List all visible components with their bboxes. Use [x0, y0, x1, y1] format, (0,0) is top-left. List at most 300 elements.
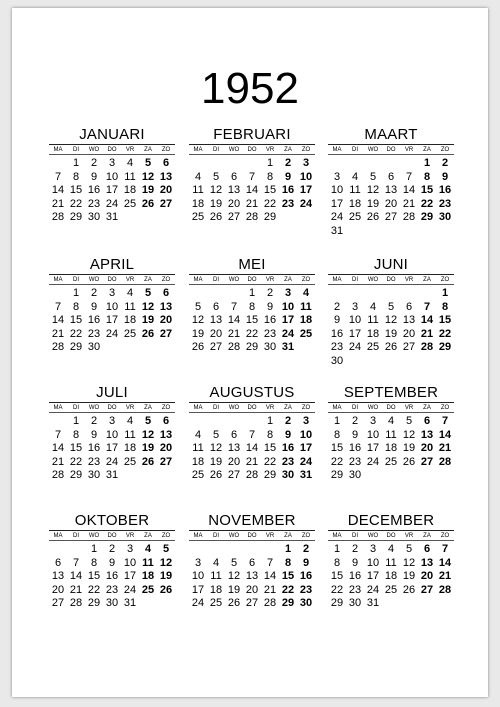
week-row [49, 584, 175, 598]
day-cell: 21 [438, 442, 452, 454]
day-cell [207, 543, 225, 557]
day-cell: 2 [90, 287, 98, 299]
day-cell: 26 [402, 583, 416, 596]
day-cell: 3 [369, 543, 377, 555]
day-cell: 3 [108, 287, 116, 299]
day-cell: 8 [266, 170, 274, 183]
day-cell: 15 [330, 570, 344, 582]
month-name: JANUARI [49, 126, 175, 145]
day-cell: 27 [402, 341, 416, 353]
day-cell: 15 [87, 570, 101, 582]
weekday-header [189, 404, 315, 412]
weekday-label: ZA [284, 533, 292, 539]
day-cell: 19 [209, 197, 223, 210]
weekday-label: WO [228, 147, 240, 153]
weekday-label: MA [53, 147, 63, 153]
week-row [49, 287, 175, 301]
day-cell: 29 [420, 211, 434, 223]
day-cell: 4 [194, 170, 202, 183]
day-cell: 19 [227, 583, 241, 596]
day-cell: 10 [281, 300, 295, 313]
day-cell: 11 [124, 170, 136, 183]
day-cell: 29 [69, 469, 83, 481]
weekday-label: ZO [440, 277, 450, 283]
day-cell: 15 [263, 184, 277, 196]
week-row [49, 570, 175, 584]
month-name: APRIL [49, 256, 175, 275]
day-cell: 6 [162, 287, 170, 299]
day-cell: 9 [333, 314, 341, 326]
day-cell: 11 [367, 314, 379, 326]
day-cell: 23 [87, 197, 101, 210]
day-cell: 1 [423, 157, 431, 169]
day-cell: 7 [248, 170, 256, 183]
week-row [49, 157, 175, 171]
day-cell: 18 [299, 314, 313, 326]
day-cell: 19 [209, 455, 223, 468]
day-cell: 24 [191, 597, 205, 609]
weekday-label: DO [107, 405, 117, 411]
day-cell: 14 [51, 314, 65, 326]
day-cell: 25 [123, 197, 137, 210]
day-cell: 8 [72, 170, 80, 183]
day-cell: 17 [366, 570, 380, 582]
weekday-label: DI [213, 533, 219, 539]
day-cell [207, 287, 225, 301]
day-cell: 7 [230, 300, 238, 313]
day-cell: 16 [348, 442, 362, 454]
day-cell: 25 [191, 469, 205, 481]
weekday-label: ZA [423, 533, 431, 539]
week-row [49, 184, 175, 198]
week-row [328, 211, 454, 225]
week-row [49, 429, 175, 443]
day-cell: 24 [366, 455, 380, 468]
day-cell: 6 [162, 415, 170, 427]
day-cell: 15 [281, 570, 295, 582]
day-cell: 24 [281, 327, 295, 340]
day-cell: 23 [105, 583, 119, 596]
weekday-label: MA [332, 277, 342, 283]
day-cell: 19 [141, 314, 155, 326]
weekday-label: ZA [284, 147, 292, 153]
day-cell: 25 [366, 341, 380, 353]
week-row [49, 328, 175, 342]
weekday-label: ZA [144, 277, 152, 283]
weekday-label: DO [386, 405, 396, 411]
day-cell [49, 543, 67, 557]
day-cell: 6 [423, 543, 431, 555]
day-cell: 19 [159, 570, 173, 582]
month-juli [49, 384, 175, 483]
day-cell: 27 [159, 327, 173, 340]
week-row [49, 211, 175, 225]
day-cell: 6 [212, 300, 220, 313]
day-cell: 19 [366, 197, 380, 210]
day-cell: 4 [302, 287, 310, 299]
weekday-divider [189, 154, 315, 155]
day-cell: 26 [366, 211, 380, 223]
week-row [49, 301, 175, 315]
weekday-label: ZA [144, 533, 152, 539]
weekday-label: DI [352, 277, 358, 283]
week-row [189, 570, 315, 584]
day-cell: 7 [441, 415, 449, 427]
day-cell: 3 [108, 157, 116, 169]
day-cell: 2 [284, 415, 292, 427]
week-row [189, 314, 315, 328]
day-cell: 17 [123, 570, 137, 582]
day-cell: 26 [227, 597, 241, 609]
day-cell: 6 [162, 157, 170, 169]
day-cell: 8 [333, 428, 341, 441]
day-cell: 18 [209, 583, 223, 596]
day-cell: 5 [162, 543, 170, 555]
week-row [328, 287, 454, 301]
day-cell: 3 [108, 415, 116, 427]
day-cell: 10 [191, 570, 205, 582]
day-cell: 22 [87, 583, 101, 596]
day-cell: 28 [51, 469, 65, 481]
week-row [328, 225, 454, 239]
day-cell: 21 [51, 197, 65, 210]
day-cell: 10 [105, 428, 119, 441]
day-cell: 2 [108, 543, 116, 555]
month-name: OKTOBER [49, 512, 175, 531]
day-cell: 14 [263, 570, 277, 582]
day-cell: 27 [159, 455, 173, 468]
weekday-label: ZA [144, 405, 152, 411]
weekday-label: WO [228, 277, 240, 283]
week-row [189, 198, 315, 212]
weekday-label: VR [265, 533, 275, 539]
week-row [49, 543, 175, 557]
day-cell: 10 [299, 428, 313, 441]
day-cell: 11 [210, 570, 222, 582]
day-cell: 28 [245, 469, 259, 481]
day-cell: 9 [284, 170, 292, 183]
day-cell: 11 [192, 184, 204, 196]
weekday-divider [49, 540, 175, 541]
day-cell: 30 [87, 341, 101, 353]
day-cell: 20 [51, 583, 65, 596]
day-cell: 31 [299, 469, 313, 481]
day-cell: 26 [209, 469, 223, 481]
day-cell: 12 [141, 170, 155, 183]
day-cell: 10 [105, 170, 119, 183]
weekday-label: VR [404, 277, 414, 283]
weekday-divider [328, 412, 454, 413]
day-cell: 22 [263, 197, 277, 210]
day-cell: 29 [263, 211, 277, 223]
weekday-label: ZO [301, 405, 311, 411]
weekday-label: VR [125, 147, 135, 153]
weekday-header [328, 276, 454, 284]
weekday-label: WO [228, 405, 240, 411]
weekday-header [189, 276, 315, 284]
day-cell: 9 [302, 556, 310, 569]
day-cell: 3 [302, 415, 310, 427]
weekday-label: MA [53, 405, 63, 411]
day-cell [400, 157, 418, 171]
day-cell: 16 [348, 570, 362, 582]
day-cell: 5 [369, 170, 377, 183]
day-cell: 30 [263, 341, 277, 353]
week-row [49, 597, 175, 611]
weekday-label: DI [213, 277, 219, 283]
day-cell: 7 [441, 543, 449, 555]
day-cell: 14 [51, 184, 65, 196]
day-cell: 20 [384, 197, 398, 210]
weekday-divider [189, 540, 315, 541]
day-cell: 13 [227, 184, 241, 196]
weekday-divider [189, 284, 315, 285]
day-cell: 10 [299, 170, 313, 183]
year-title: 1952 [201, 64, 299, 113]
weekday-label: WO [88, 533, 100, 539]
day-cell: 30 [438, 211, 452, 223]
day-cell [364, 287, 382, 301]
day-cell: 7 [423, 300, 431, 313]
weekday-label: DO [107, 533, 117, 539]
day-cell: 30 [330, 354, 344, 367]
weekday-label: VR [125, 533, 135, 539]
day-cell: 27 [159, 197, 173, 210]
day-cell: 5 [387, 300, 395, 313]
weekday-label: DI [73, 533, 79, 539]
day-cell: 17 [281, 314, 295, 326]
day-cell: 29 [330, 469, 344, 481]
day-cell: 25 [384, 583, 398, 596]
day-cell: 22 [69, 197, 83, 210]
day-cell: 21 [227, 327, 241, 340]
day-cell [49, 157, 67, 171]
day-cell: 5 [144, 415, 152, 427]
week-row [49, 557, 175, 571]
day-cell: 23 [281, 197, 295, 210]
day-cell: 16 [87, 184, 101, 196]
day-cell: 19 [402, 442, 416, 454]
day-cell [328, 157, 346, 171]
weekday-header [49, 146, 175, 154]
day-cell: 8 [266, 428, 274, 441]
day-cell: 16 [87, 314, 101, 326]
day-cell: 18 [191, 455, 205, 468]
day-cell: 14 [227, 314, 241, 326]
day-cell: 12 [209, 442, 223, 454]
weekday-header [49, 404, 175, 412]
weekday-label: DO [386, 277, 396, 283]
day-cell: 24 [105, 327, 119, 340]
day-cell: 22 [69, 327, 83, 340]
day-cell: 28 [420, 341, 434, 353]
day-cell: 26 [141, 197, 155, 210]
day-cell: 13 [245, 570, 259, 582]
day-cell: 3 [333, 170, 341, 183]
weekday-label: WO [88, 405, 100, 411]
weekday-divider [189, 412, 315, 413]
day-cell: 3 [302, 157, 310, 169]
day-cell [189, 543, 207, 557]
day-cell: 25 [191, 211, 205, 223]
day-cell: 14 [438, 556, 452, 569]
month-mei [189, 256, 315, 355]
day-cell [189, 415, 207, 429]
week-row [189, 597, 315, 611]
day-cell: 21 [263, 583, 277, 596]
day-cell: 7 [266, 556, 274, 569]
weekday-label: WO [88, 277, 100, 283]
day-cell: 10 [366, 556, 380, 569]
weekday-label: MA [332, 405, 342, 411]
weekday-label: VR [265, 405, 275, 411]
weekday-label: ZO [161, 533, 171, 539]
week-row [49, 171, 175, 185]
day-cell: 5 [405, 543, 413, 555]
day-cell: 20 [227, 197, 241, 210]
day-cell: 31 [123, 597, 137, 609]
week-row [49, 314, 175, 328]
weekday-label: DI [352, 147, 358, 153]
month-oktober [49, 512, 175, 611]
day-cell: 26 [191, 341, 205, 353]
day-cell: 7 [54, 300, 62, 313]
day-cell [261, 543, 279, 557]
day-cell: 13 [51, 570, 65, 582]
month-name: JUNI [328, 256, 454, 275]
weekday-label: ZO [440, 405, 450, 411]
day-cell: 15 [69, 184, 83, 196]
day-cell: 19 [141, 442, 155, 454]
month-name: MEI [189, 256, 315, 275]
day-cell: 1 [90, 543, 98, 555]
day-cell: 9 [90, 170, 98, 183]
week-row [328, 341, 454, 355]
weekday-divider [49, 284, 175, 285]
day-cell: 28 [69, 597, 83, 609]
week-row [328, 456, 454, 470]
week-row [189, 557, 315, 571]
weekday-header [49, 276, 175, 284]
weekday-header [328, 404, 454, 412]
day-cell: 27 [384, 211, 398, 223]
day-cell: 2 [302, 543, 310, 555]
week-row [189, 584, 315, 598]
weekday-label: ZO [440, 533, 450, 539]
day-cell: 25 [123, 327, 137, 340]
week-row [328, 557, 454, 571]
weekday-label: DO [107, 147, 117, 153]
day-cell: 4 [144, 543, 152, 555]
day-cell: 13 [420, 556, 434, 569]
day-cell: 12 [366, 184, 380, 196]
week-row [189, 211, 315, 225]
day-cell [346, 287, 364, 301]
day-cell: 20 [209, 327, 223, 340]
day-cell: 10 [366, 428, 380, 441]
weekday-label: ZO [161, 147, 171, 153]
weekday-header [49, 532, 175, 540]
day-cell: 25 [123, 455, 137, 468]
week-row [328, 597, 454, 611]
day-cell [364, 157, 382, 171]
weekday-label: WO [88, 147, 100, 153]
day-cell: 15 [330, 442, 344, 454]
day-cell: 17 [299, 184, 313, 196]
week-row [328, 301, 454, 315]
day-cell [346, 157, 364, 171]
weekday-label: DI [352, 533, 358, 539]
day-cell: 30 [281, 469, 295, 481]
day-cell: 12 [402, 428, 416, 441]
day-cell: 28 [227, 341, 241, 353]
day-cell: 26 [159, 583, 173, 596]
week-row [49, 415, 175, 429]
weekday-label: VR [265, 277, 275, 283]
day-cell: 2 [284, 157, 292, 169]
day-cell: 11 [142, 556, 154, 569]
day-cell: 22 [69, 455, 83, 468]
day-cell: 10 [348, 314, 362, 326]
day-cell: 8 [72, 428, 80, 441]
weekday-label: ZO [301, 533, 311, 539]
day-cell: 31 [366, 597, 380, 609]
day-cell: 2 [351, 543, 359, 555]
day-cell: 3 [351, 300, 359, 313]
day-cell: 18 [366, 327, 380, 340]
calendar-page [12, 8, 488, 697]
day-cell: 15 [245, 314, 259, 326]
day-cell: 25 [348, 211, 362, 223]
week-row [189, 287, 315, 301]
day-cell [207, 157, 225, 171]
day-cell [328, 287, 346, 301]
day-cell [189, 287, 207, 301]
day-cell: 30 [87, 469, 101, 481]
day-cell: 14 [420, 314, 434, 326]
day-cell: 13 [420, 428, 434, 441]
month-name: SEPTEMBER [328, 384, 454, 403]
day-cell: 8 [248, 300, 256, 313]
week-row [328, 314, 454, 328]
month-name: MAART [328, 126, 454, 145]
day-cell: 14 [245, 442, 259, 454]
day-cell: 30 [105, 597, 119, 609]
week-row [189, 415, 315, 429]
day-cell: 21 [51, 327, 65, 340]
day-cell [243, 415, 261, 429]
day-cell: 16 [438, 184, 452, 196]
day-cell: 4 [387, 543, 395, 555]
day-cell: 24 [366, 583, 380, 596]
weekday-header [328, 532, 454, 540]
weekday-label: MA [332, 147, 342, 153]
day-cell: 7 [72, 556, 80, 569]
day-cell: 13 [384, 184, 398, 196]
day-cell: 23 [87, 327, 101, 340]
month-november [189, 512, 315, 611]
weekday-label: VR [404, 147, 414, 153]
day-cell: 13 [159, 300, 173, 313]
day-cell: 27 [420, 583, 434, 596]
day-cell: 27 [245, 597, 259, 609]
day-cell [418, 287, 436, 301]
day-cell: 8 [72, 300, 80, 313]
day-cell: 19 [402, 570, 416, 582]
day-cell: 25 [384, 455, 398, 468]
weekday-label: DI [73, 405, 79, 411]
day-cell: 25 [141, 583, 155, 596]
